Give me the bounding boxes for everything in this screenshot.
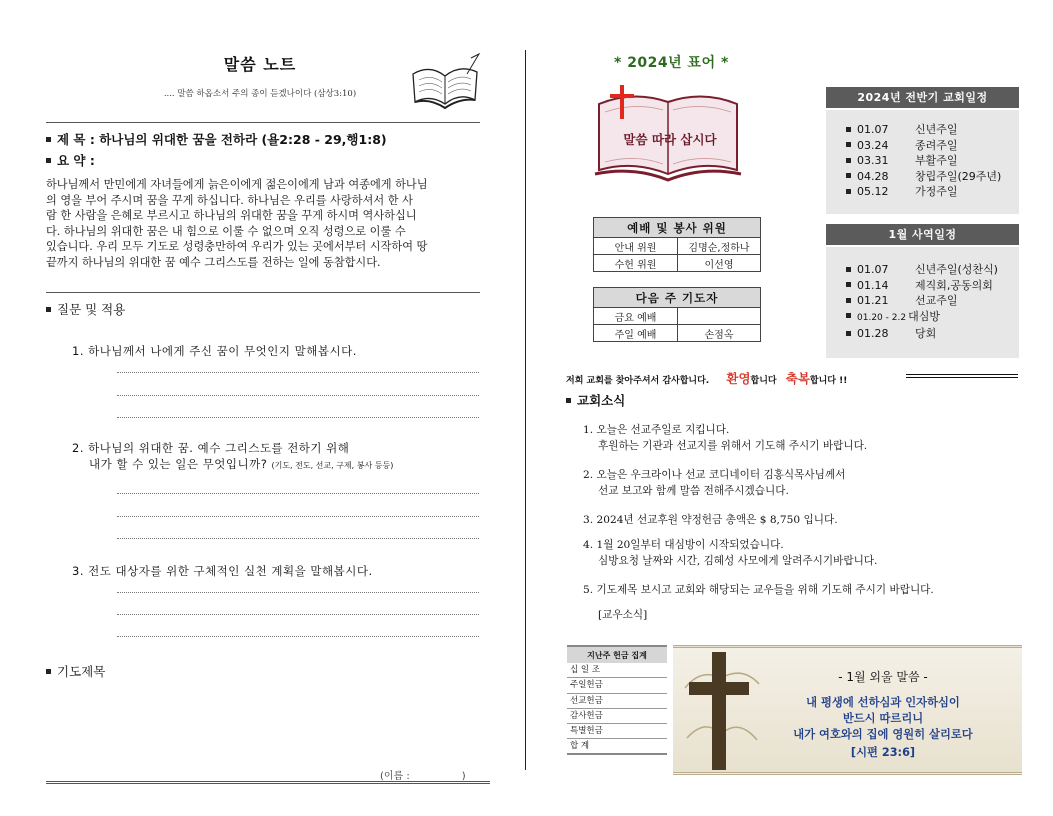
bullet-icon <box>846 173 851 178</box>
news-item-1: 1. 오늘은 선교주일로 지킵니다. 후원하는 기관과 선교지를 위해서 기도해 주시기 바랍니다. <box>583 424 868 452</box>
answer-line <box>117 372 479 373</box>
cross-icon <box>681 648 761 772</box>
news-item-2: 2. 오늘은 우크라이나 선교 코디네이터 김홍식목사님께서 선교 보고와 함께 말씀 전해주시겠습니다. <box>583 469 846 497</box>
schedule-item: 03.24 종려주일 <box>846 138 1019 154</box>
bullet-icon <box>846 142 851 147</box>
offering-row: 십 일 조 <box>567 663 667 678</box>
question-2: 2. 하나님의 위대한 꿈. 예수 그리스도를 전하기 위해 내가 할 수 있는 일은 무엇입니까? (기도, 전도, 선교, 구제, 봉사 등등) <box>72 441 394 471</box>
news-item-4: 4. 1월 20일부터 대심방이 시작되었습니다. 심방요청 날짜와 시간, 김혜성 사모에게 알려주시기바랍니다. <box>583 539 878 567</box>
memory-verse-box <box>673 645 1022 775</box>
service-staff-table <box>593 217 761 272</box>
memory-verse-ref: [시편 23:6] <box>850 746 916 759</box>
schedule-item: 01.07 신년주일 <box>846 122 1019 138</box>
sermon-title: 제 목 : 하나님의 위대한 꿈을 전하라 (욜2:28 - 29,행1:8) <box>46 130 387 148</box>
bullet-icon <box>566 398 571 403</box>
news-footer: [교우소식] <box>598 609 648 621</box>
bullet-icon <box>846 189 851 194</box>
motto-book-text: 말씀 따라 삽시다 <box>623 132 717 147</box>
open-book-icon <box>405 52 485 112</box>
table-heading: 다음 주 기도자 <box>594 288 761 308</box>
bullet-icon <box>846 313 851 318</box>
answer-line <box>117 538 479 539</box>
bullet-icon <box>846 267 851 272</box>
answer-line <box>117 395 479 396</box>
bullet-icon <box>846 331 851 336</box>
footer-rule <box>46 781 490 784</box>
offering-row: 특별헌금 <box>567 724 667 739</box>
table-row: 주일 예배 손점옥 <box>594 325 761 342</box>
half-schedule-heading: 2024년 전반기 교회일정 <box>826 87 1019 108</box>
summary-text: 하나님께서 만민에게 자녀들에게 늙은이에게 젊은이에게 남과 여종에게 하나님 의 영을 부어 주시며 꿈을 꾸게 하십니다. 하나님은 우리를 사랑하셔서 한 사 람 한 사람을 은혜로 부르시고 하나님의 위대한 꿈을 꾸게 하시며 역사하십니 다. 하나님의 위대한 꿈은 내 힘으로 이룰 수 없으며 오직 성령으로 이룰 수 있습니다. 우리 모두 기도로 성령충만하여 우리가 있는 곳에서부터 시작하여 땅 끝까지 하나님의 위대한 꿈 예수 그리스도를 전하는 일에 동참합시다. <box>46 178 428 269</box>
bullet-icon <box>846 298 851 303</box>
prayer-label: 기도제목 <box>46 662 105 680</box>
answer-line <box>117 592 479 593</box>
offering-row: 주일헌금 <box>567 678 667 693</box>
schedule-item: 01.07 신년주일(성찬식) <box>846 262 1019 278</box>
jan-schedule-heading: 1월 사역일정 <box>826 224 1019 245</box>
bullet-icon <box>846 127 851 132</box>
offering-row: 감사헌금 <box>567 709 667 724</box>
news-item-5: 5. 기도제목 보시고 교회와 해당되는 교우들을 위해 기도해 주시기 바랍니다. <box>583 584 934 596</box>
motto-book <box>593 82 743 182</box>
answer-line <box>117 614 479 615</box>
schedule-item: 04.28 창립주일(29주년) <box>846 169 1019 185</box>
table-row: 수헌 위원 이선영 <box>594 255 761 272</box>
memory-verse-line: 내가 여호와의 집에 영원히 살리로다 <box>793 728 973 741</box>
table-heading: 예배 및 봉사 위원 <box>594 218 761 238</box>
divider-line <box>46 122 480 123</box>
divider-line <box>46 292 480 293</box>
welcome-line: 저희 교회를 찾아주셔서 감사합니다. 환영합니다 축복합니다 !! <box>566 371 848 386</box>
schedule-item: 01.28 당회 <box>846 326 1019 342</box>
offering-table <box>567 645 667 755</box>
schedule-item: 01.14 제직회,공동의회 <box>846 278 1019 294</box>
schedule-item: 03.31 부활주일 <box>846 153 1019 169</box>
schedule-item: 01.21 선교주일 <box>846 293 1019 309</box>
answer-line <box>117 636 479 637</box>
offering-row: 선교헌금 <box>567 694 667 709</box>
bullet-icon <box>46 307 51 312</box>
table-row: 안내 위원 김명순,정하나 <box>594 238 761 255</box>
bullet-icon <box>46 669 51 674</box>
answer-line <box>117 417 479 418</box>
answer-line <box>117 493 479 494</box>
summary-label: 요 약 : <box>46 151 95 169</box>
news-item-3: 3. 2024년 선교후원 약정헌금 총액은 $ 8,750 입니다. <box>583 514 838 526</box>
memory-verse-line: 내 평생에 선하심과 인자하심이 <box>806 696 960 709</box>
note-title: 말씀 노트 <box>223 55 297 74</box>
question-1: 1. 하나님께서 나에게 주신 꿈이 무엇인지 말해봅시다. <box>72 344 357 358</box>
page-divider <box>525 50 526 770</box>
table-row: 금요 예배 <box>594 308 761 325</box>
memory-verse-line: 반드시 따르리니 <box>842 712 924 725</box>
offering-heading: 지난주 헌금 집계 <box>567 645 667 663</box>
name-field: (이름 : ) <box>380 771 466 782</box>
next-prayer-table <box>593 287 761 342</box>
half-schedule-box <box>826 110 1019 214</box>
news-heading: 교회소식 <box>566 391 625 409</box>
note-subtitle: .... 말씀 하옵소서 주의 종이 듣겠나이다 (삼상3:10) <box>163 89 357 99</box>
motto-title: * 2024년 표어 * <box>614 55 729 71</box>
schedule-item: 05.12 가정주일 <box>846 184 1019 200</box>
answer-line <box>117 516 479 517</box>
question-3: 3. 전도 대상자를 위한 구체적인 실천 계획을 말해봅시다. <box>72 564 373 578</box>
jan-schedule-box <box>826 247 1019 358</box>
questions-label: 질문 및 적용 <box>46 300 125 318</box>
welcome-rule <box>906 374 1018 378</box>
bullet-icon <box>46 158 51 163</box>
offering-row: 합 계 <box>567 739 667 754</box>
schedule-item: 01.20 - 2.2 대심방 <box>846 309 1019 327</box>
bullet-icon <box>846 158 851 163</box>
bullet-icon <box>846 282 851 287</box>
memory-verse-title: - 1월 외울 말씀 - <box>838 670 928 684</box>
bullet-icon <box>46 137 51 142</box>
